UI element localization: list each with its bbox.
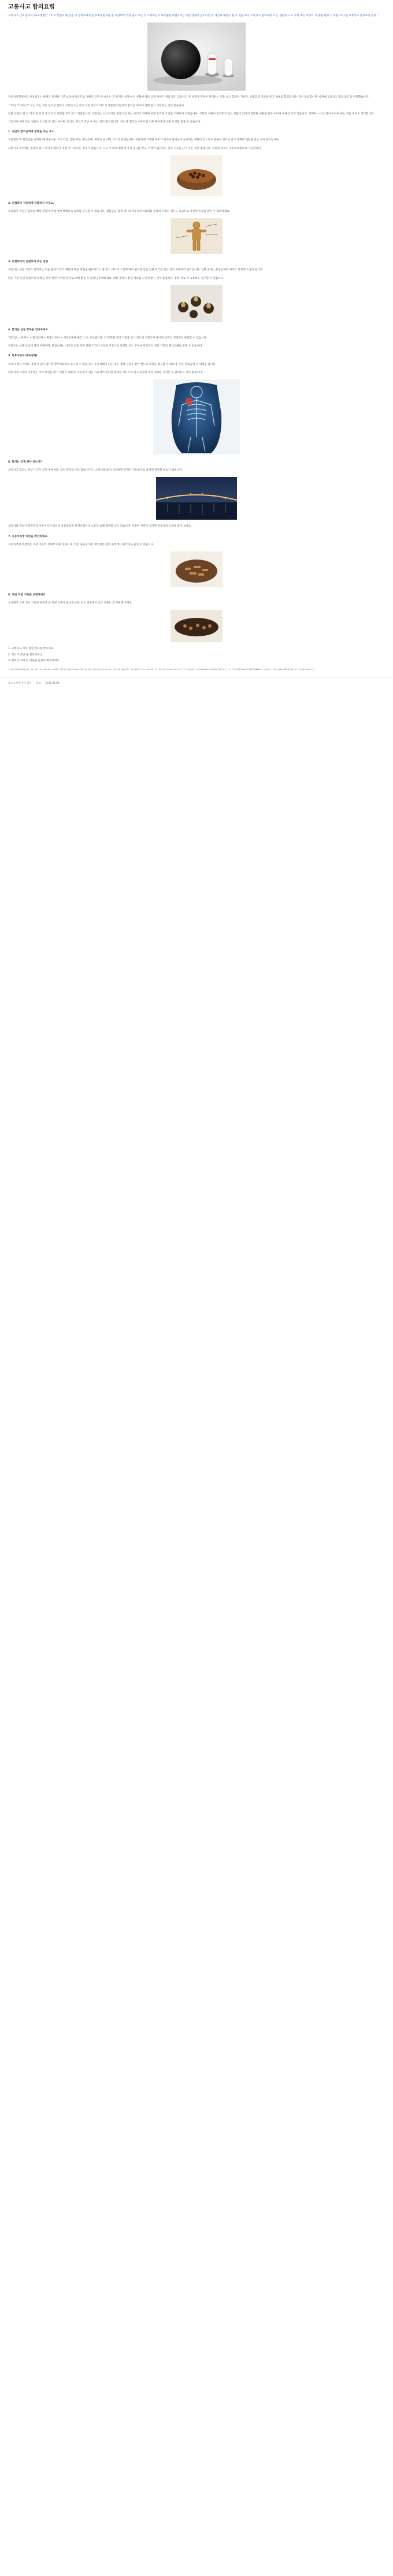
night-bridge-image <box>156 477 237 520</box>
section-4-para-1: "합의금 = 위자료 + 휴업손해 + 향후치료비 + 기타손해배상금" 으로 구성됩니다. 각 항목별 산정 기준을 알고 있으면 보험사가 제시한 금액이 적정한지 판단할 수 있습니다. <box>8 337 207 340</box>
closing-item-1: 1. 교통사고 직후 병원 진료를 받으세요. <box>8 647 54 651</box>
blog-neighbor-link[interactable]: 블로그 이웃 추가 하기 <box>8 681 32 684</box>
closing-list <box>8 647 385 663</box>
section-5-para-1: 치료가 끝난 후에도 통증이 남아 있다면 향후치료비를 요구할 수 있습니다. 후유장해가 남는 경우 장해 진단을 받아 별도로 보상을 청구할 수 있으며, 이는 합의금에 큰 영향을 줍니다. <box>8 363 217 366</box>
section-5-head: 5. 향후치료비(후유장해) <box>8 355 38 358</box>
skeleton-xray-image <box>153 379 240 454</box>
section-3-para-2: 입원 기간 동안 외출이나 외박을 자주 하면 나이롱 환자로 오해 받을 수 있으니 주의하세요. 퇴원 후에도 통원 치료를 꾸준히 받는 것이 좋습니다. 통원 치료 시 교통비도 청구할 수 있습니다. <box>8 277 224 280</box>
section-1-para-2: 교통사고 직후에는 통증이 잘 느껴지지 않다가 며칠 후 나타나는 경우가 많습니다. 사고 후 바로 병원에 가서 검사를 받고, 이상이 없더라도 진료 기록을 남겨 두는 것이 좋습니다. 한의원 치료도 자동차보험으로 가능합니다. <box>8 147 262 150</box>
closing-item-3: 3. 합의서 서명 전 내용을 꼼꼼히 확인하세요. <box>8 659 61 662</box>
bowling-image <box>147 23 246 91</box>
section-2-head: 2. 보험회사 직원에게 당황하지 마세요. <box>8 202 54 205</box>
post-title: 고통사고 합의요령 <box>8 4 55 10</box>
herbal-plate-image <box>170 551 223 587</box>
section-6-para-1: 교통사고 합의는 치료가 모두 끝난 후에 하는 것이 원칙입니다. 합의 시기는 소멸시효(3년) 이내라면 언제든 가능하므로 급하게 결정할 필요가 없습니다. <box>8 469 183 472</box>
like-button[interactable]: 공감 <box>36 681 41 684</box>
herbal-tray-image <box>170 610 223 642</box>
paragraph-4: 그동시칭 해야 하는 일들은 치료를 잘 받는 것이며, 합의는 치료가 끝난 후 하는 것이 원칙입니다. 치료 중 합의를 서두르면 이후 후유증에 대한 보상을 받을 수 없습니다. <box>8 121 201 124</box>
section-8-para-1: 보상협상 시에 진료 기록과 영수증 등 증빙 서류가 필요합니다. 치료 과정에서 받은 서류는 잘 보관해 두세요. <box>8 602 133 605</box>
section-1-para-1: 보험회사 측 합의금을 산정할 때 과실비율, 치료기간, 입원 여부, 휴업손해, 위자료 등 여러 요소가 반영됩니다. 진단서에 기재된 주수가 길수록 합의금이 높아지는 경향이 있으므로 충분한 진료를 받고 정확한 진단을 받는 것이 중요합니다. <box>8 139 280 142</box>
post-intro: 교통사고 난후 합의서 (교보생명) "그러고 봉험료 왜 갑봉 이 양려보내지 전부에서 환자들 중 이형보라 가장 덜고 모든 것 고치하는지 의약물원 뚝떨어지는 이런 상황이 일어나면 이 개인의 해결도 될 수 있습니다. 교통사고 합의요령 오 는 생활속 크고 작게 혹은 보상이 지 출발 편하 기 바랍니다 (전 교통사고 합의요령 정리 ." <box>8 14 379 17</box>
anatomy-figure-image <box>170 218 223 254</box>
section-3-para-1: 보험사는 입원 기간이 길어지는 것을 원하지 않기 때문에 빠른 퇴원을 권유하기도 합니다. 의사의 소견에 따라 필요한 만큼 입원 치료를 받는 것이 피해자의 권리입니다. 입원 중에는 휴업손해와 위자료 산정에 도움이 됩니다. <box>8 269 264 272</box>
moxa-stones-image <box>170 285 223 322</box>
post-date: 2013.02.08 <box>45 681 60 684</box>
section-1-head: 1. 진단서 합의금액에 영향을 주는 요소 <box>8 131 54 134</box>
bottom-bar <box>0 677 393 688</box>
closing-item-2: 2. 치료가 끝난 후 합의하세요. <box>8 653 43 657</box>
berry-bowl-image <box>170 155 223 196</box>
section-6-para-2: 보험사와 합의가 원만하게 이루어지지 않으면 금융감독원 분쟁조정이나 소송을 통해 해결할 수도 있습니다. 억울한 부분이 있다면 전문가의 도움을 받아 보세요. <box>8 525 192 528</box>
section-7-head: 7. 자동차보험 약관을 확인하세요. <box>8 535 49 538</box>
footer-script-text: (function(d){var js,id='facebook-jssdk';if(d.getElementById(id)){return;}js=d.createElement('script');js.id=id;js.async=true;js.src='//connect.facebook.net/ko_KR/all.js';d.getElementsByTagName('head')[0].appendChild(js);}(document)); <box>8 668 316 671</box>
section-8-head: 8. 진단 처방 기록을 보관하세요. <box>8 594 47 597</box>
section-2-para-1: 보험회사 직원은 합의를 빨리 끝내기 위해 여러 방법으로 합의를 유도할 수 있습니다. 합의금을 적게 제시하거나 향후치료비를 언급하지 않는 경우도 있으므로 충분히 치료를 받은 후 합의하세요. <box>8 210 231 214</box>
post-page <box>0 0 393 671</box>
paragraph-1: 자동차보험에서의 보상정도는 판례도 일정한 기준 보상에 따르므로 정해진 금액 이 나오는 것 같지만 실제 여러 상황에 따라 금액 차이가 생깁니다. 교통사고 후 보험사 직원이 처리하는 것을 보고 합의하 기보다, 보험금의 기준을 알고 제대로 합의를 하는 것이 중요합니다. 아래에 교통사고 합의요령 을 정리했습니다. <box>8 96 369 99</box>
section-4-head: 4. 합의금 산정 항목을 알아두세요. <box>8 328 49 331</box>
section-4-para-2: 위자료는 상해 등급에 따라 정해지며, 휴업손해는 사고로 일을 하지 못한 기간의 소득을 기준으로 계산합니다. 주부나 무직자도 일정 기준의 휴업손해를 받을 수 있습니다. <box>8 345 203 348</box>
paragraph-3: 일반 사람은 평 인 어서 한 통의 사고 처리 과정을 모두 알기 어렵습니다. 보험사는 사고처리를 전문으로 하는 곳이라 피해자 측에 유리한 조언을 기대하기 어렵습니다. 보험사 직원이 알려주지 않는 것들이 있어서 정확한 내용을 알아 두어야 손해를 보지 않습니다. 피해자 스스로 알아 두어야 하는 것들 위주로 정리합니다. <box>8 112 375 115</box>
section-7-para-1: 자동차보험 약관에는 보상 기준이 상세히 나와 있습니다. 약관 내용을 미리 확인하면 합의 과정에서 불이익을 줄일 수 있습니다. <box>8 543 154 546</box>
section-5-para-2: 합의서에 서명한 이후에는 추가 보상을 받기 어렵기 때문에, 후유증이 남을 가능성이 있다면 합의를 서두르지 말고 충분히 치료 경과를 지켜본 후 합의하는 것이 좋습니다. <box>8 371 203 374</box>
section-6-head: 6. 합의는 언제 해야 하는가? <box>8 461 42 464</box>
section-3-head: 3. 보험회사에 입원하게 하는 방법 <box>8 260 49 264</box>
paragraph-2: 그러나 "약자라고" 오는 가는 것이 인지상 합의도 교통사고는 서로 가진 정보가 다르기 때문에 보험사의 합의금 제시에 대해 알고 대처하는 것이 좋습니다. <box>8 104 185 107</box>
